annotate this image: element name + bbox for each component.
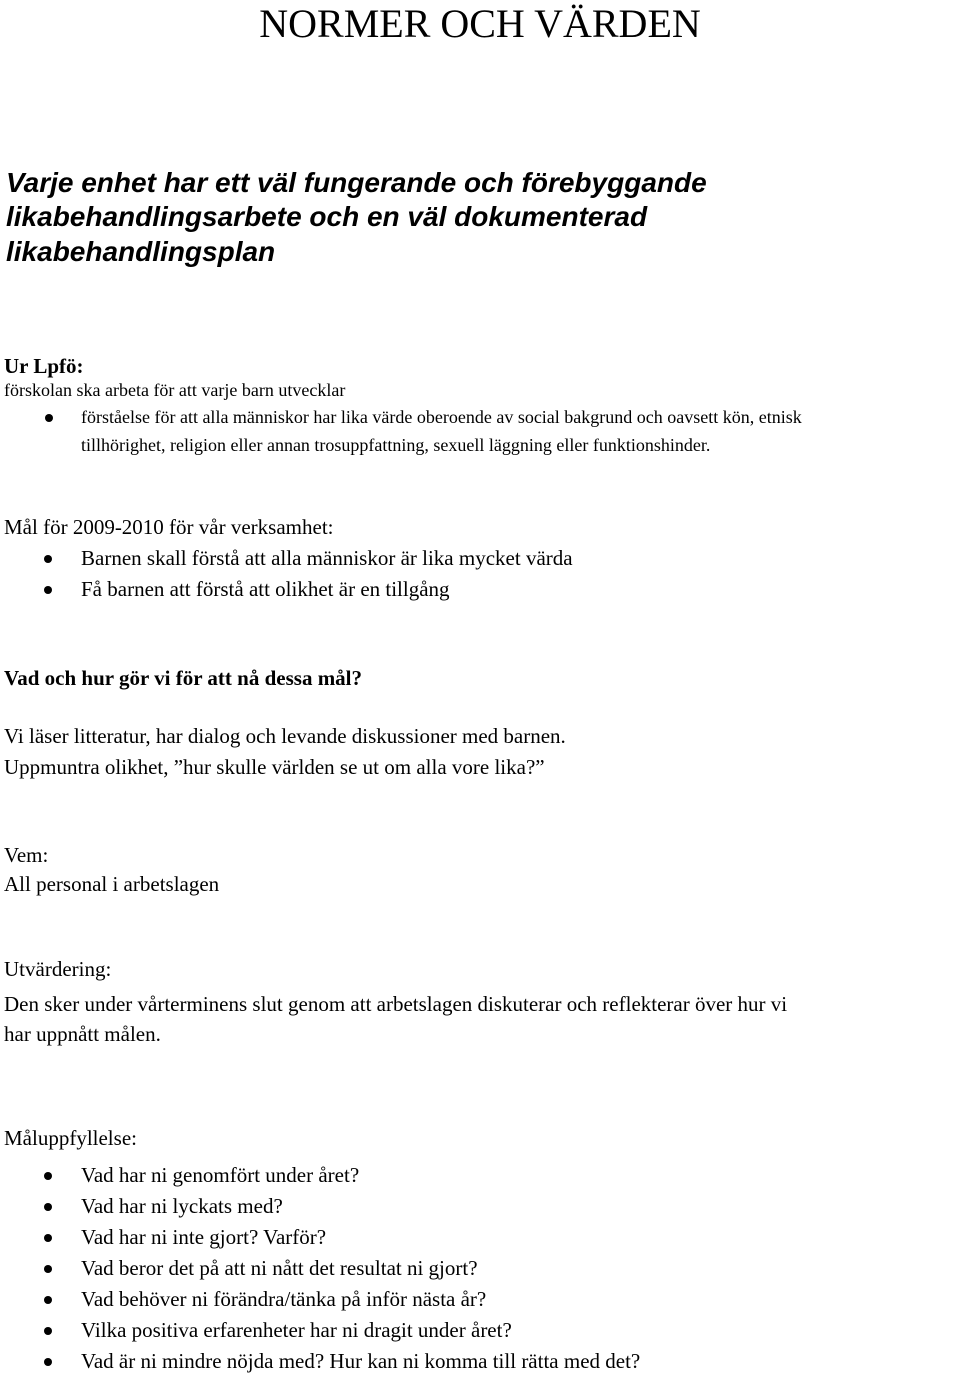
goal-item: Få barnen att förstå att olikhet är en tillgång (81, 574, 573, 605)
who-heading: Vem: (4, 843, 49, 867)
lpfo-bullet-line-1: förståelse för att alla människor har lika värde oberoende av social bakgrund och oavsett kön, etnisk (81, 407, 802, 427)
lpfo-heading: Ur Lpfö: (4, 354, 84, 378)
lpfo-bullet-list (81, 406, 802, 456)
fulfillment-item: Vad har ni genomfört under året? (81, 1160, 640, 1191)
fulfillment-item: Vad behöver ni förändra/tänka på inför nästa år? (81, 1284, 640, 1315)
fulfillment-list (81, 1160, 640, 1377)
fulfillment-item: Vad har ni lyckats med? (81, 1191, 640, 1222)
lpfo-bullet-item (81, 406, 802, 456)
how-line-1: Vi läser litteratur, har dialog och levande diskussioner med barnen. (4, 724, 566, 748)
subtitle-line-2: likabehandlingsarbete och en väl dokumenterad (6, 201, 648, 232)
fulfillment-item: Vad har ni inte gjort? Varför? (81, 1222, 640, 1253)
lpfo-bullet-line-2: tillhörighet, religion eller annan trosuppfattning, sexuell läggning eller funktionshinder. (81, 435, 711, 455)
evaluation-line-2: har uppnått målen. (4, 1022, 161, 1046)
evaluation-heading: Utvärdering: (4, 957, 112, 981)
subtitle-line-3: likabehandlingsplan (6, 236, 276, 267)
fulfillment-item: Vad är ni mindre nöjda med? Hur kan ni komma till rätta med det? (81, 1346, 640, 1377)
fulfillment-item: Vilka positiva erfarenheter har ni dragit under året? (81, 1315, 640, 1346)
fulfillment-heading: Måluppfyllelse: (4, 1126, 137, 1150)
page-title: NORMER OCH VÄRDEN (259, 1, 701, 46)
fulfillment-item: Vad beror det på att ni nått det resultat ni gjort? (81, 1253, 640, 1284)
how-line-2: Uppmuntra olikhet, ”hur skulle världen se ut om alla vore lika?” (4, 755, 545, 779)
evaluation-line-1: Den sker under vårterminens slut genom att arbetslagen diskuterar och reflekterar över hur vi (4, 992, 788, 1016)
subtitle-line-1: Varje enhet har ett väl fungerande och förebyggande (6, 167, 707, 198)
goals-heading: Mål för 2009-2010 för vår verksamhet: (4, 515, 334, 539)
who-text: All personal i arbetslagen (4, 872, 220, 896)
lpfo-intro: förskolan ska arbeta för att varje barn utvecklar (4, 380, 346, 400)
how-heading: Vad och hur gör vi för att nå dessa mål? (4, 666, 363, 690)
goal-item: Barnen skall förstå att alla människor är lika mycket värda (81, 543, 573, 574)
goals-list (81, 543, 573, 605)
